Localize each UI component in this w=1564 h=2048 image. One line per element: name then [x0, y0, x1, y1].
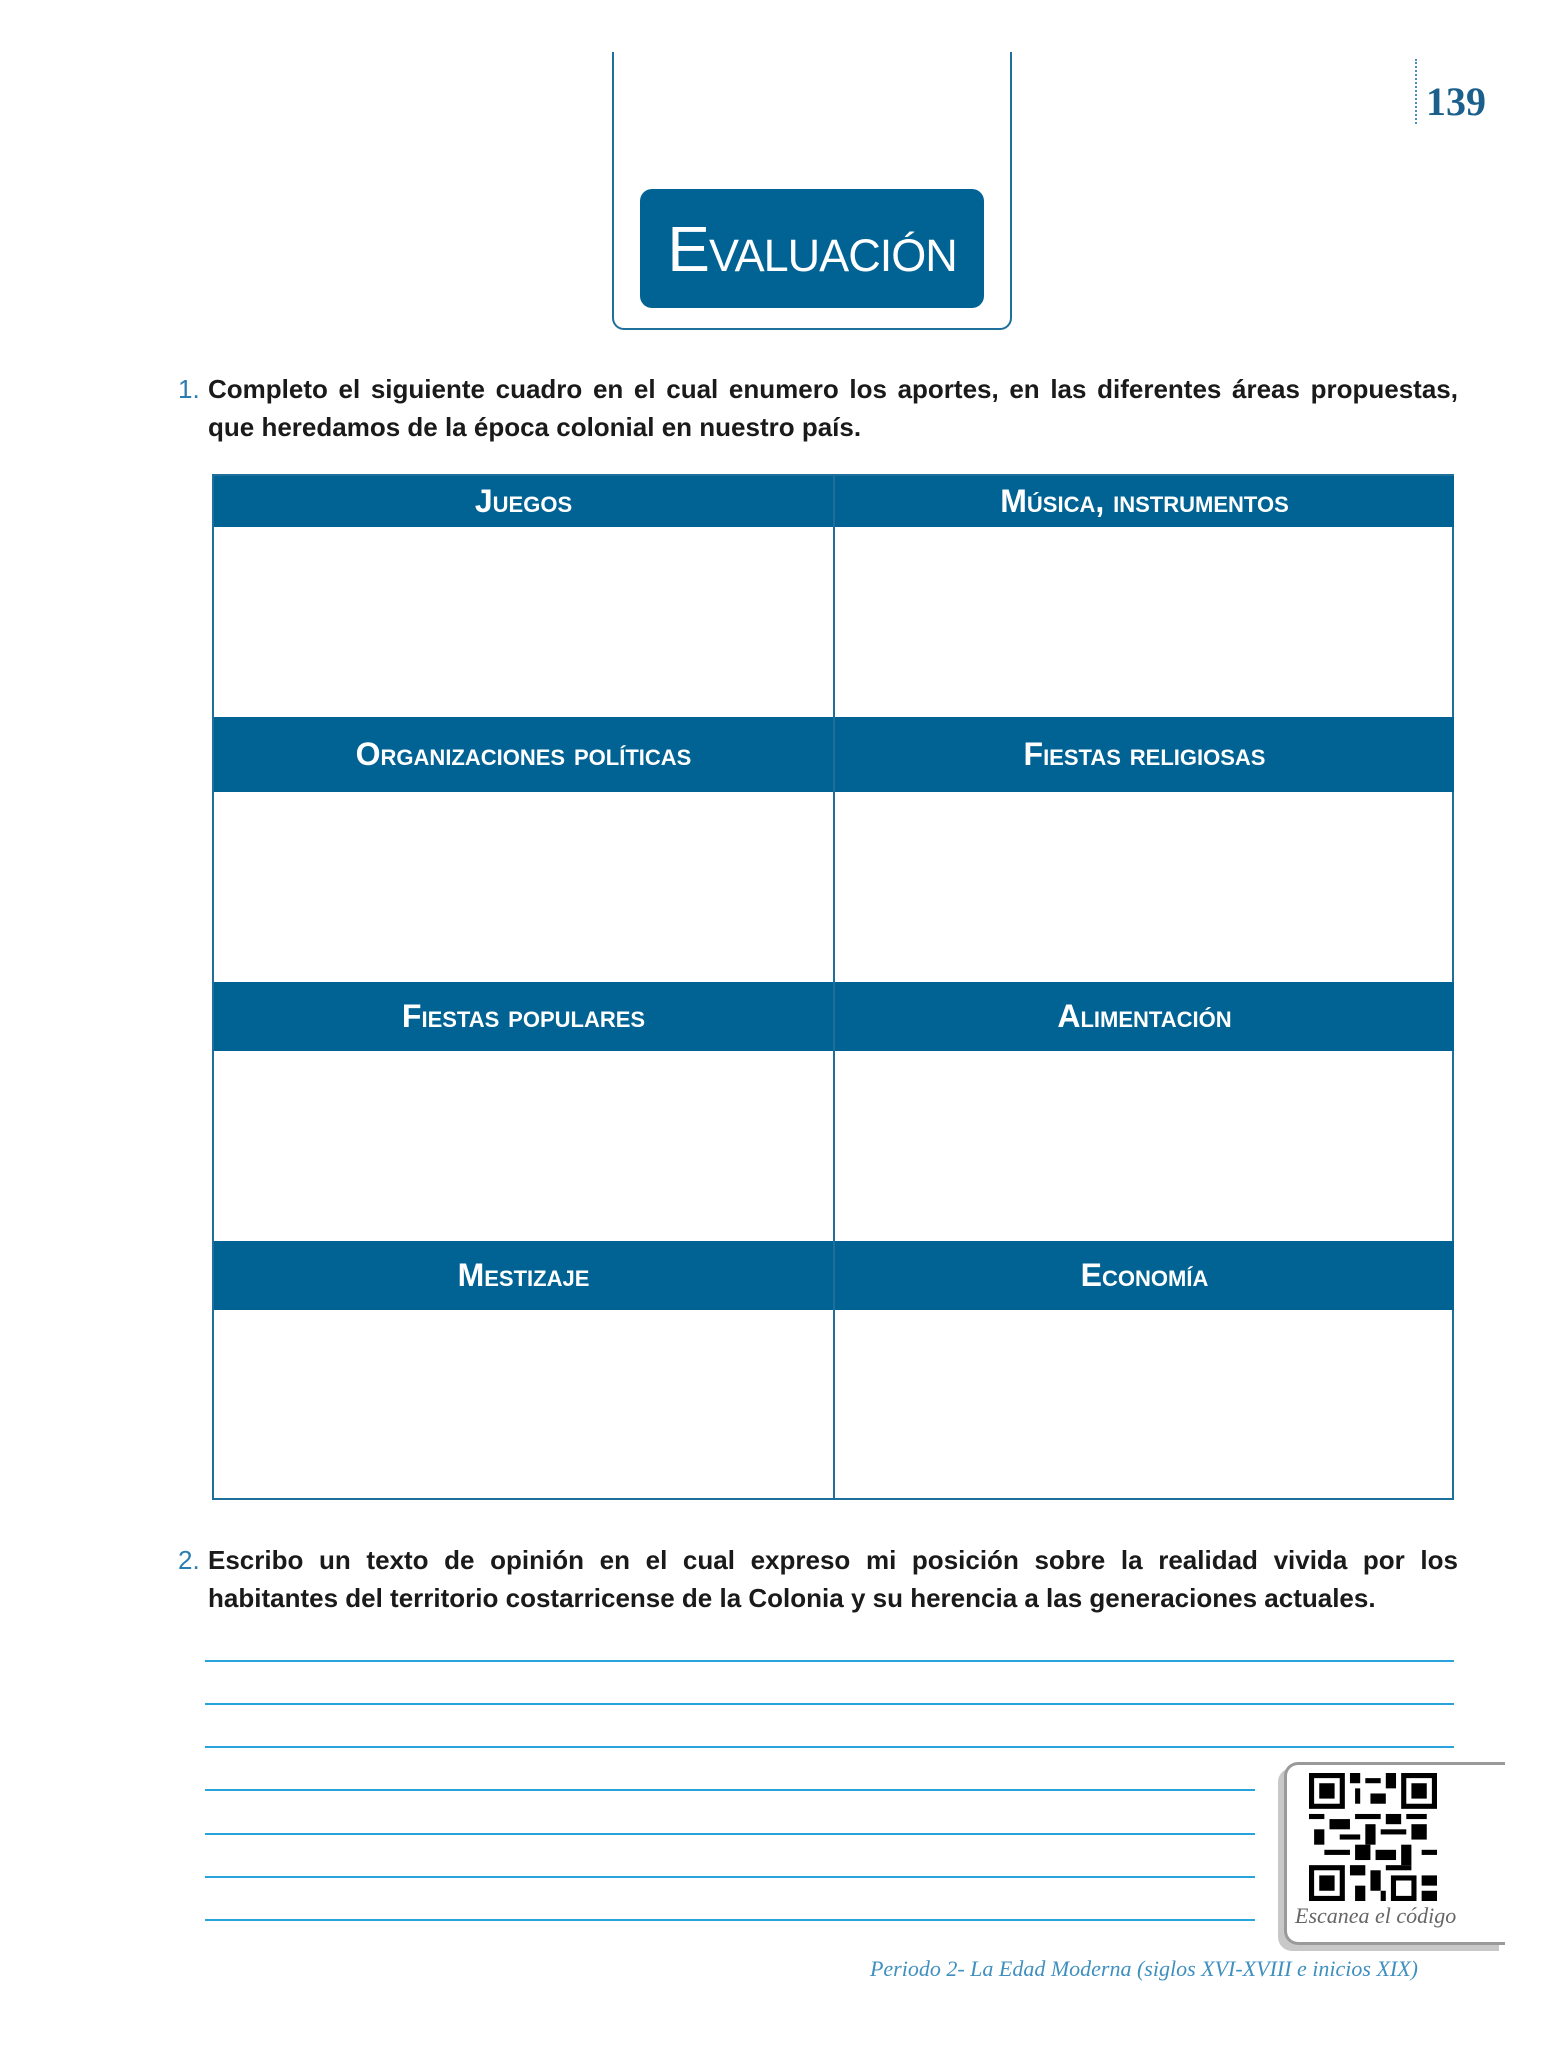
question-number: 2. [178, 1545, 200, 1575]
contributions-table [212, 474, 1454, 1500]
header-fiestas-populares: Fiestas populares [214, 982, 833, 1051]
answer-cell-juegos[interactable] [214, 527, 833, 717]
writing-line[interactable] [205, 1746, 1454, 1748]
qr-code-icon[interactable] [1309, 1773, 1437, 1901]
writing-line[interactable] [205, 1789, 1255, 1791]
answer-cell-fiestas-populares[interactable] [214, 1051, 833, 1241]
header-economia: Economía [835, 1241, 1454, 1310]
qr-code-box [1284, 1762, 1505, 1945]
answer-cell-musica[interactable] [835, 527, 1454, 717]
qr-caption: Escanea el código [1295, 1903, 1457, 1928]
header-alimentacion: Alimentación [835, 982, 1454, 1051]
question-2 [178, 1541, 1458, 1617]
writing-line[interactable] [205, 1919, 1255, 1921]
page-number: 139 [1426, 79, 1486, 124]
page-number-divider [1415, 59, 1417, 124]
header-fiestas-religiosas: Fiestas religiosas [835, 717, 1454, 792]
header-juegos: Juegos [214, 476, 833, 527]
question-number: 1. [178, 374, 200, 404]
answer-cell-mestizaje[interactable] [214, 1310, 833, 1498]
question-text: Escribo un texto de opinión en el cual expreso mi posición sobre la realidad vivida por los habitantes del territorio costarricense de la Colonia y su herencia a las generaciones actuales. [208, 1545, 1458, 1613]
writing-line[interactable] [205, 1703, 1454, 1705]
writing-line[interactable] [205, 1876, 1255, 1878]
header-mestizaje: Mestizaje [214, 1241, 833, 1310]
writing-line[interactable] [205, 1833, 1255, 1835]
header-musica: Música, instrumentos [835, 476, 1454, 527]
answer-cell-economia[interactable] [835, 1310, 1454, 1498]
answer-cell-fiestas-religiosas[interactable] [835, 792, 1454, 982]
page-title: Evaluación [640, 189, 984, 308]
question-text: Completo el siguiente cuadro en el cual enumero los aportes, en las diferentes áreas propuestas, que heredamos de la época colonial en nuestro país. [208, 374, 1458, 442]
writing-line[interactable] [205, 1660, 1454, 1662]
header-organizaciones: Organizaciones políticas [214, 717, 833, 792]
answer-cell-organizaciones[interactable] [214, 792, 833, 982]
question-1 [178, 370, 1458, 446]
answer-cell-alimentacion[interactable] [835, 1051, 1454, 1241]
page-footer: Periodo 2- La Edad Moderna (siglos XVI-XVIII e inicios XIX) [869, 1956, 1418, 1981]
